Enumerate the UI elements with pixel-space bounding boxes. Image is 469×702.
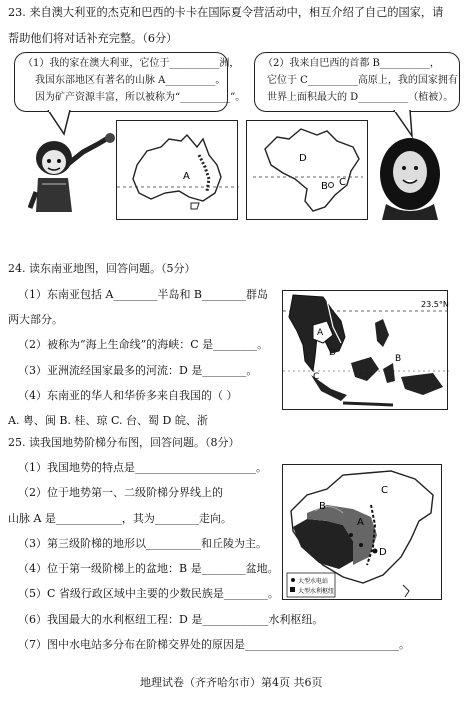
- hydropower-station-icon: [291, 578, 295, 582]
- q25-s6: （6）我国最大的水利枢纽工程：D 是____________水利枢纽。: [18, 613, 324, 626]
- girl-illustration: [372, 134, 452, 220]
- sea-label-a: A: [317, 328, 324, 338]
- page-footer: 地理试卷（齐齐哈尔市）第4页 共6页: [140, 676, 323, 689]
- brazil-label-c: C: [339, 177, 346, 188]
- q24-title: 24. 读东南亚地图，回答问题。（5分）: [8, 262, 196, 275]
- q25-s3: （3）第三级阶梯的地形以__________和丘陵为主。: [18, 537, 267, 550]
- australia-label-a: A: [183, 171, 190, 182]
- sea-latitude-label: 23.5°N: [421, 300, 449, 309]
- left-bubble-line1: （1）我的家在澳大利亚，它位于__________洲，: [23, 58, 240, 69]
- q25-s5: （5）C 省级行政区域中主要的少数民族是________。: [18, 587, 279, 600]
- australia-map: [116, 120, 238, 220]
- legend-hydropower: 大型水电站: [298, 578, 329, 585]
- boy-illustration: [28, 132, 116, 222]
- q25-s7: （7）图中水电站多分布在阶梯交界处的原因是____________________________。: [18, 638, 410, 651]
- right-bubble-line2: 它位于 C__________高原上，我的国家拥有: [267, 75, 458, 86]
- sea-label-d: D: [329, 348, 336, 358]
- southeast-asia-map: [282, 290, 448, 410]
- q25-s4: （4）位于第一级阶梯上的盆地：B 是________盆地。: [18, 562, 279, 575]
- q24-s1b: 两大部分。: [8, 313, 63, 326]
- q24-s3: （3）亚洲流经国家最多的河流：D 是________。: [18, 364, 258, 377]
- right-bubble-line3: 世界上面积最大的 D__________（植被）。: [267, 92, 454, 103]
- q24-options: A. 粤、闽 B. 桂、琼 C. 台、蜀 D 皖、浙: [8, 414, 208, 427]
- legend-water-project: 大型水利枢纽: [298, 588, 335, 595]
- left-speech-bubble: [14, 52, 246, 112]
- china-label-d: D: [379, 547, 387, 558]
- q25-s2a: （2）位于地势第一、二级阶梯分界线上的: [18, 486, 223, 499]
- q23-line1: 23. 来自澳大利亚的杰克和巴西的卡卡在国际夏令营活动中，相互介绍了自己的国家，请: [8, 6, 444, 19]
- water-project-icon: [290, 587, 295, 592]
- left-bubble-line2: 我国东部地区有著名的山脉 A__________。: [35, 75, 226, 86]
- right-bubble-line1: （2）我来自巴西的首都 B__________，: [263, 58, 440, 69]
- q23-line2: 帮助他们将对话补充完整。（6分）: [8, 32, 178, 45]
- q25-title: 25. 读我国地势阶梯分布图，回答问题。（8分）: [8, 436, 240, 449]
- right-speech-bubble: [254, 52, 460, 112]
- china-label-a: A: [357, 517, 364, 528]
- q24-s4: （4）东南亚的华人和华侨多来自我国的（ ）: [18, 389, 238, 402]
- brazil-label-b: B: [321, 181, 328, 192]
- q25-s2b: 山脉 A 是____________，其为________走向。: [8, 512, 232, 525]
- left-bubble-line3: 因为矿产资源丰富，所以被称为“__________”。: [35, 92, 246, 103]
- china-label-c: C: [381, 485, 388, 496]
- q24-s2: （2）被称为“海上生命线”的海峡：C 是________。: [18, 338, 269, 351]
- brazil-map: [246, 120, 368, 220]
- china-terrain-map: [282, 464, 442, 600]
- sea-label-c: C: [313, 372, 320, 382]
- q25-s1: （1）我国地势的特点是______________________。: [18, 461, 267, 474]
- q24-s1a: （1）东南亚包括 A________半岛和 B________群岛: [18, 288, 269, 301]
- brazil-label-d: D: [299, 153, 307, 164]
- sea-label-b: B: [395, 354, 402, 364]
- china-label-b: B: [319, 501, 326, 512]
